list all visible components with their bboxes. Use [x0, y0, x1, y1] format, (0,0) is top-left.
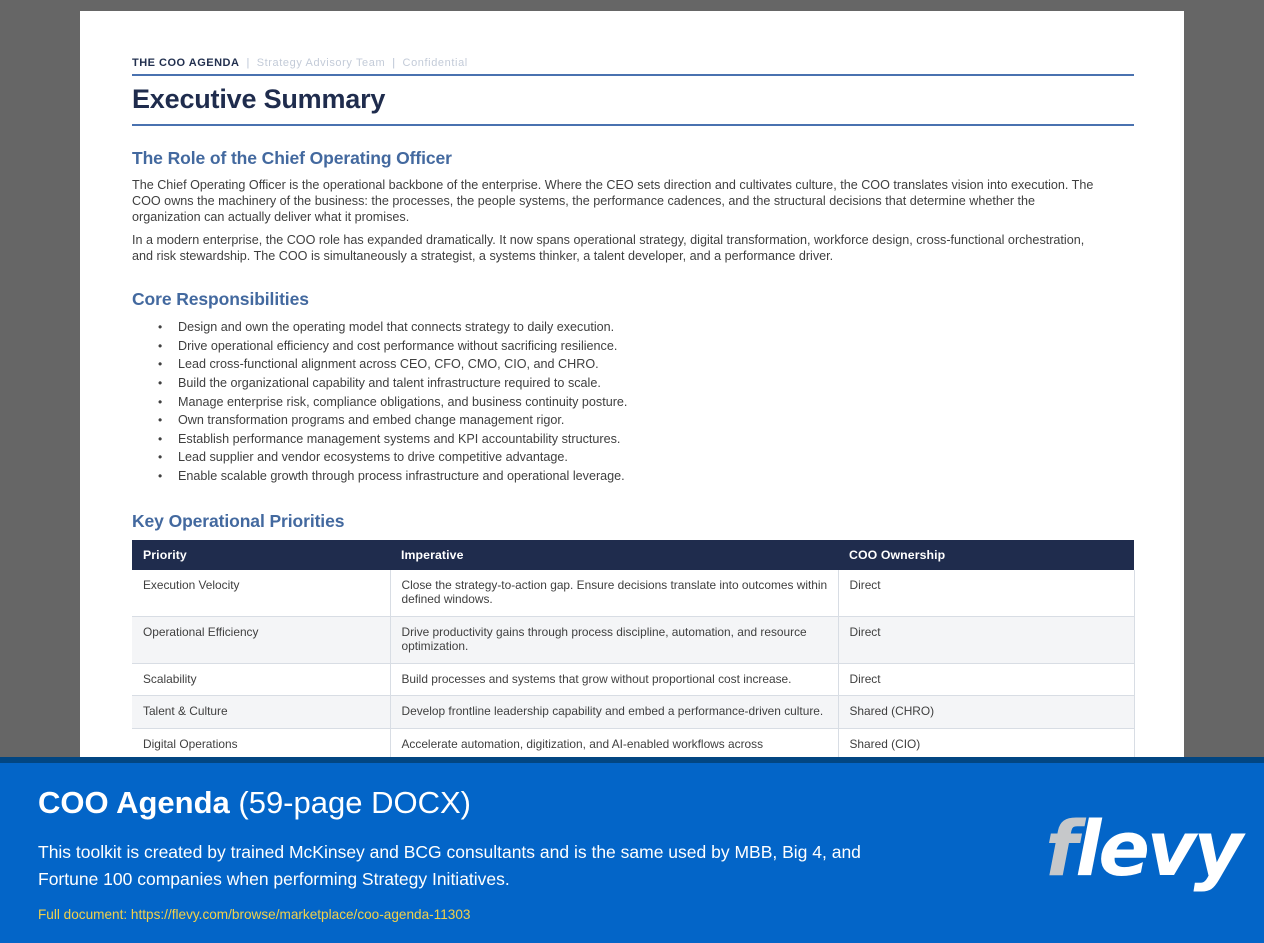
cell-priority: Operational Efficiency [132, 616, 390, 663]
cell-imperative: Accelerate automation, digitization, and AI-enabled workflows across [390, 728, 838, 761]
section-heading-priorities: Key Operational Priorities [132, 510, 345, 531]
cell-ownership: Shared (CHRO) [838, 696, 1134, 729]
cell-priority: Talent & Culture [132, 696, 390, 729]
section-heading-responsibilities: Core Responsibilities [132, 289, 309, 310]
list-item: • Lead supplier and vendor ecosystems to drive competitive advantage. [132, 448, 1134, 467]
page-title: Executive Summary [132, 84, 386, 114]
cell-imperative: Build processes and systems that grow without proportional cost increase. [390, 663, 838, 696]
promo-description: This toolkit is created by trained McKinsey and BCG consultants and is the same used by MBB, Big 4, and Fortune 100 companies when performing Strategy Initiatives. [38, 841, 861, 889]
kicker-confidential-label: Confidential [402, 57, 468, 69]
role-paragraph-2: In a modern enterprise, the COO role has expanded dramatically. It now spans operational strategy, digital transformation, workforce design, cross-functional orchestration, and risk stewardship. The COO is simultaneously a strategist, a systems thinker, a talent developer, and a performance driver. [132, 232, 1085, 263]
cell-ownership: Direct [838, 570, 1134, 617]
header-rule-top [132, 74, 1134, 76]
cell-imperative: Drive productivity gains through process discipline, automation, and resource optimization. [390, 616, 838, 663]
table-header-row [132, 540, 1134, 570]
flevy-logo[interactable] [1045, 804, 1240, 893]
cell-ownership: Shared (CIO) [838, 728, 1134, 761]
cell-ownership: Direct [838, 616, 1134, 663]
responsibilities-list [132, 318, 1134, 485]
promo-title-strong: COO Agenda [38, 785, 230, 820]
flevy-logo-levy: levy [1075, 804, 1240, 893]
cell-priority: Digital Operations [132, 728, 390, 761]
section-heading-role: The Role of the Chief Operating Officer [132, 147, 452, 168]
list-item: • Lead cross-functional alignment across CEO, CFO, CMO, CIO, and CHRO. [132, 355, 1134, 374]
cell-priority: Execution Velocity [132, 570, 390, 617]
promo-title-light: (59-page DOCX) [229, 785, 471, 820]
role-paragraph-1: The Chief Operating Officer is the operational backbone of the enterprise. Where the CEO sets direction and cultivates culture, the COO translates vision into execution. The COO owns the machinery of the business: the processes, the people systems, the performance cadences, and the structural decisions that determine whether the organization can actually deliver what it promises. [132, 177, 1094, 225]
flevy-logo-f: f [1045, 804, 1076, 893]
table-header-priority: Priority [132, 540, 390, 570]
list-item: • Design and own the operating model that connects strategy to daily execution. [132, 318, 1134, 337]
kicker-team-label: Strategy Advisory Team [256, 57, 386, 69]
kicker-main-label: THE COO AGENDA [132, 57, 240, 69]
header-rule-bottom [132, 124, 1134, 126]
promo-title [38, 787, 1038, 820]
table-header-imperative: Imperative [390, 540, 838, 570]
document-kicker [132, 57, 1134, 74]
table-row [132, 616, 1134, 663]
kicker-separator-1: | [246, 57, 250, 69]
promo-text-block [38, 787, 1038, 922]
table-header-ownership: COO Ownership [838, 540, 1134, 570]
list-item: • Establish performance management systems and KPI accountability structures. [132, 430, 1134, 449]
table-row [132, 663, 1134, 696]
cell-ownership: Direct [838, 663, 1134, 696]
priorities-table [132, 540, 1135, 762]
table-row [132, 570, 1134, 617]
promo-document-url[interactable]: Full document: https://flevy.com/browse/marketplace/coo-agenda-11303 [38, 906, 471, 922]
list-item: • Enable scalable growth through process infrastructure and operational leverage. [132, 467, 1134, 486]
kicker-separator-2: | [392, 57, 396, 69]
table-row [132, 728, 1134, 761]
list-item: • Manage enterprise risk, compliance obligations, and business continuity posture. [132, 393, 1134, 412]
cell-priority: Scalability [132, 663, 390, 696]
page-content [132, 57, 1134, 761]
flevy-promo-banner [0, 763, 1264, 943]
cell-imperative: Develop frontline leadership capability and embed a performance-driven culture. [390, 696, 838, 729]
document-page [80, 11, 1184, 763]
list-item: • Drive operational efficiency and cost performance without sacrificing resilience. [132, 337, 1134, 356]
table-row [132, 696, 1134, 729]
list-item: • Own transformation programs and embed change management rigor. [132, 411, 1134, 430]
cell-imperative: Close the strategy-to-action gap. Ensure decisions translate into outcomes within defined windows. [390, 570, 838, 617]
list-item: • Build the organizational capability and talent infrastructure required to scale. [132, 374, 1134, 393]
